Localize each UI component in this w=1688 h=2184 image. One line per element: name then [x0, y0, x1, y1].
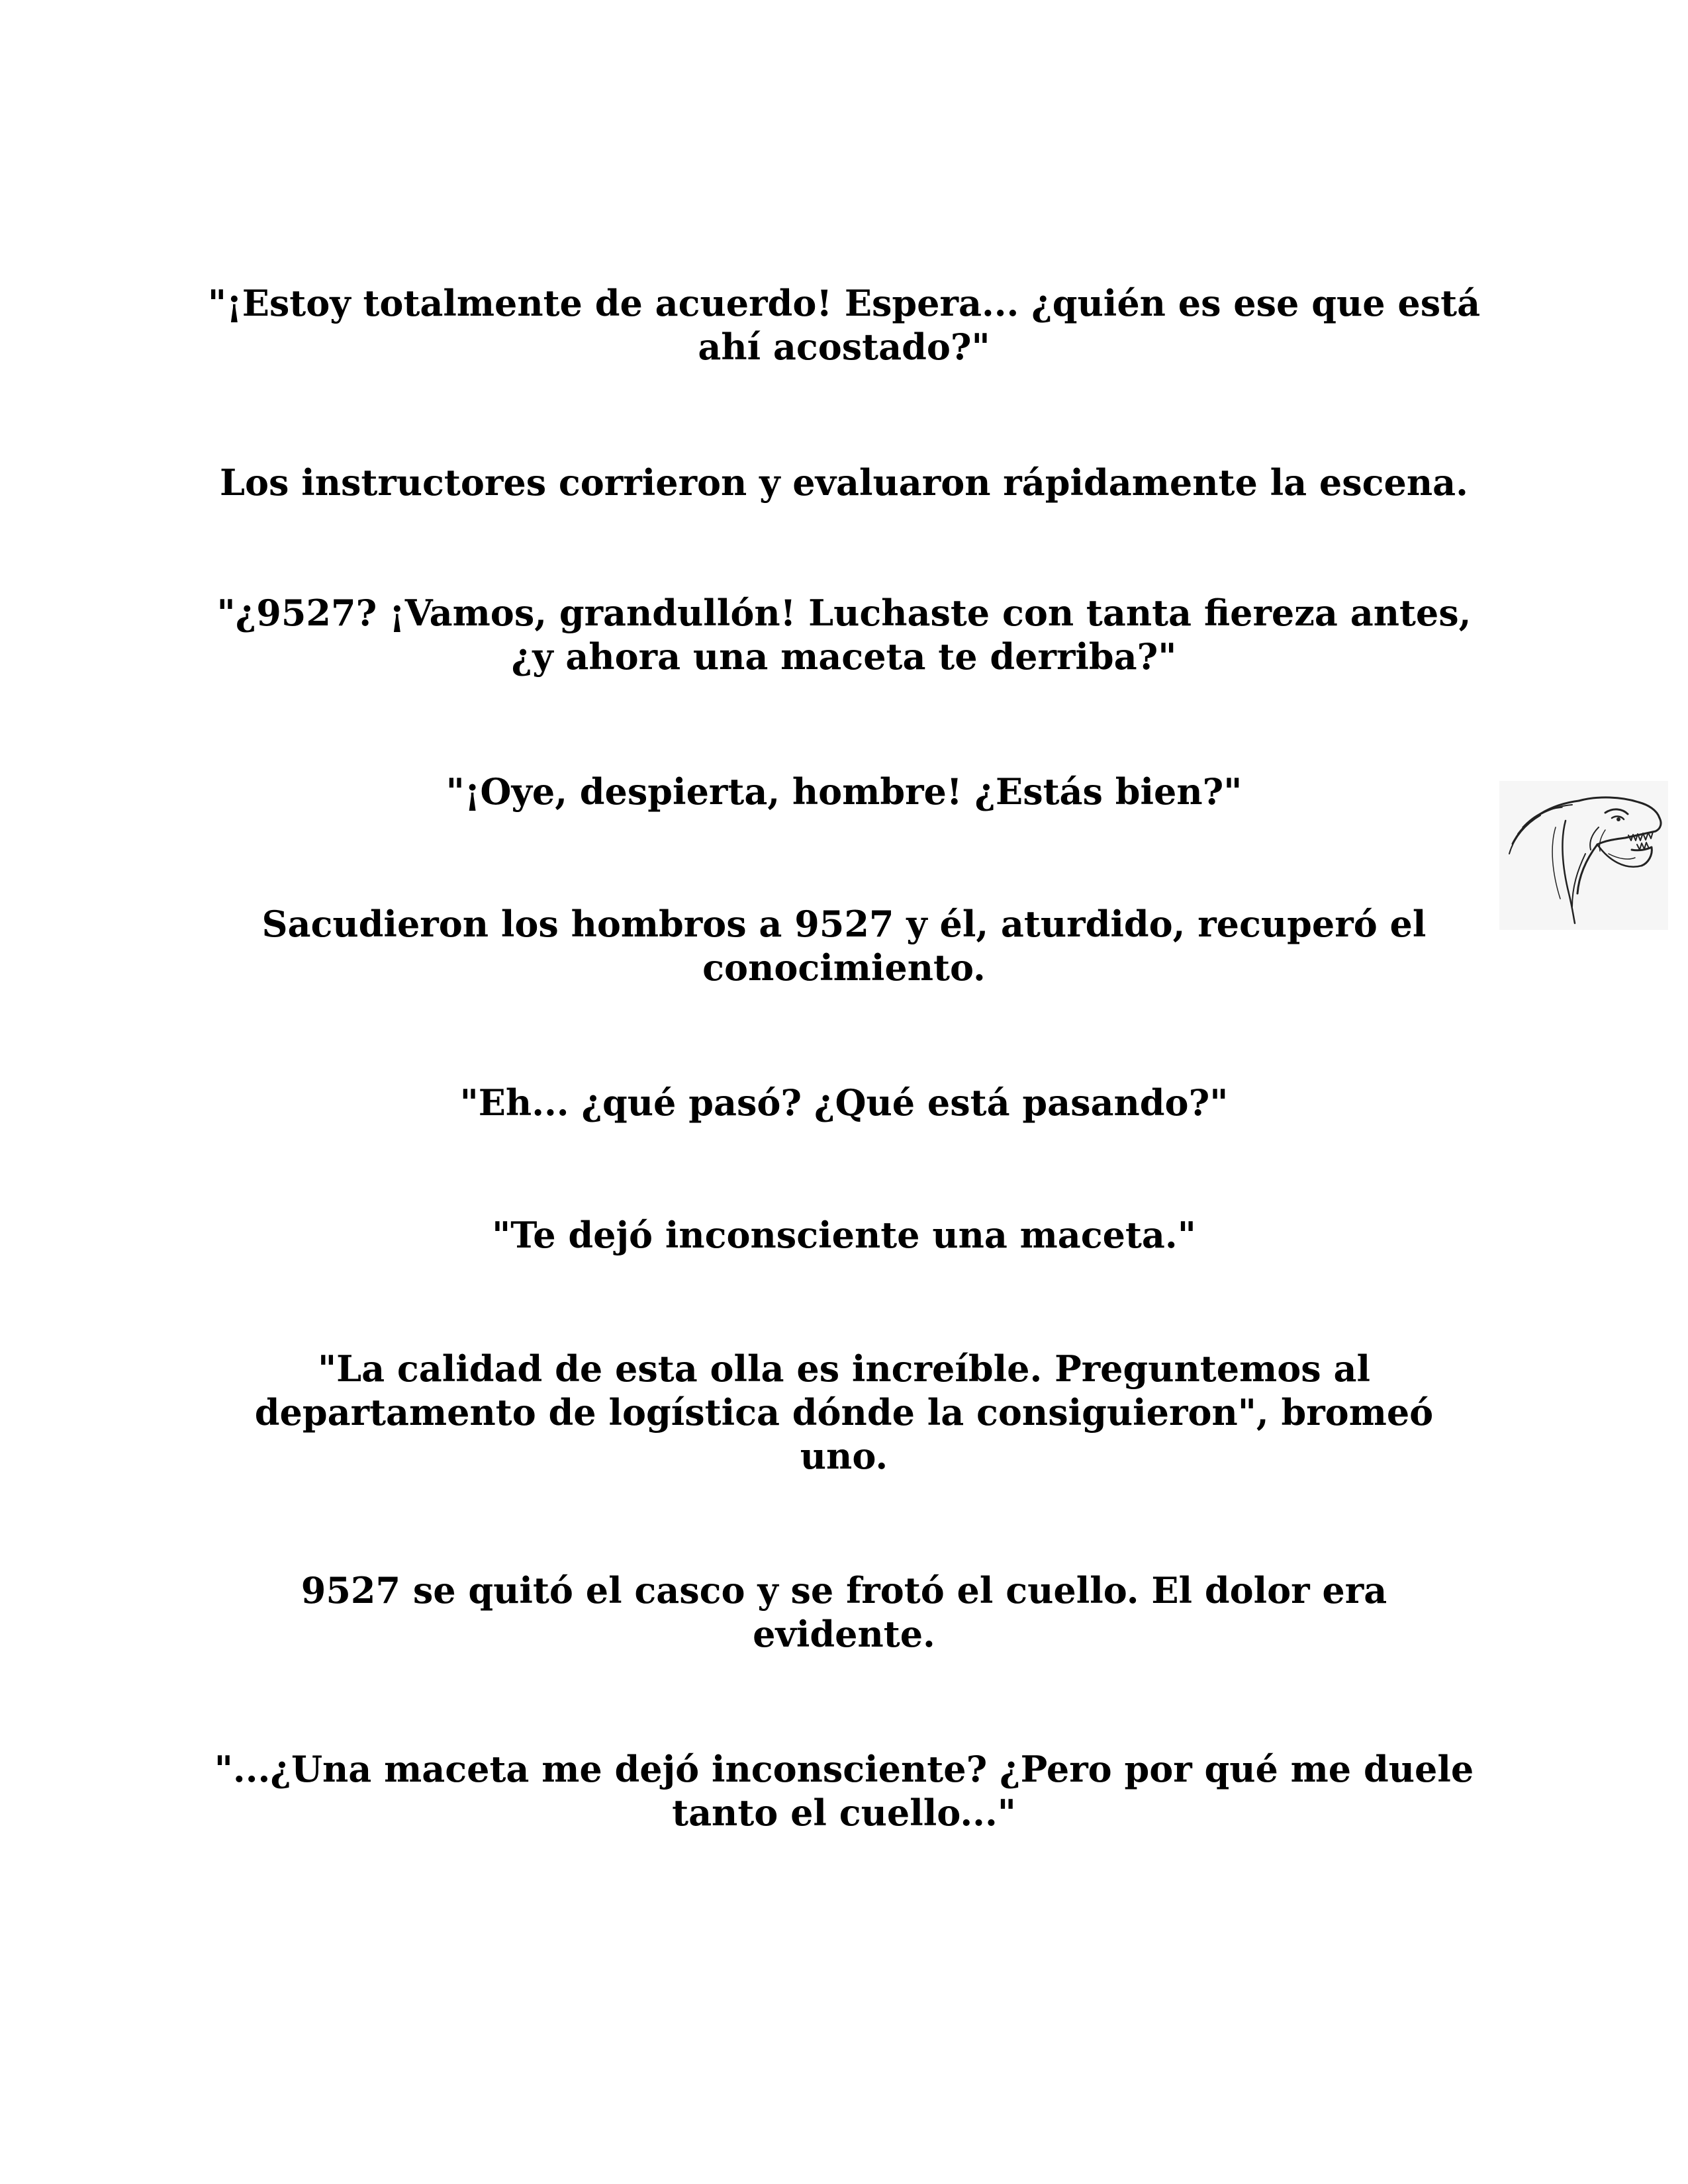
paragraph-7: "Te dejó inconsciente una maceta."	[492, 1214, 1196, 1256]
paragraph-1: "¡Estoy totalmente de acuerdo! Espera... ¿quién es ese que está ahí acostado?"	[207, 282, 1481, 368]
dinosaur-head-sketch-icon	[1499, 781, 1668, 930]
paragraph-9: 9527 se quitó el casco y se frotó el cuello. El dolor era evidente.	[301, 1569, 1387, 1655]
paragraph-2: Los instructores corrieron y evaluaron rápidamente la escena.	[220, 461, 1468, 504]
paragraph-6: "Eh... ¿qué pasó? ¿Qué está pasando?"	[459, 1081, 1229, 1124]
paragraph-3: "¿9527? ¡Vamos, grandullón! Luchaste con tanta fiereza antes, ¿y ahora una maceta te derriba?"	[216, 592, 1472, 678]
paragraph-8: "La calidad de esta olla es increíble. Preguntemos al departamento de logística dónde la consiguieron", bromeó uno.	[254, 1347, 1434, 1477]
paragraph-10: "...¿Una maceta me dejó inconsciente? ¿Pero por qué me duele tanto el cuello..."	[214, 1748, 1474, 1834]
paragraph-5: Sacudieron los hombros a 9527 y él, aturdido, recuperó el conocimiento.	[261, 903, 1427, 989]
paragraph-4: "¡Oye, despierta, hombre! ¿Estás bien?"	[445, 770, 1243, 813]
